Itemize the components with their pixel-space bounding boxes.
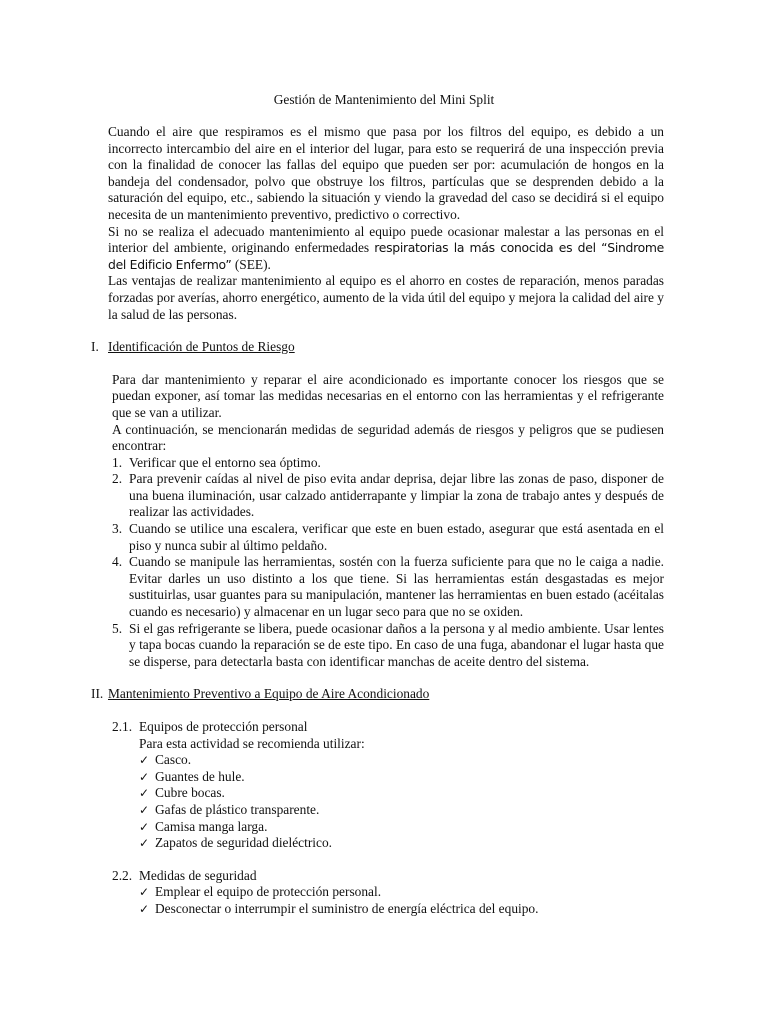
step-text: Si el gas refrigerante se libera, puede ocasionar daños a la persona y al medio ambiente. Usar lentes y tapa bocas cuando la reparación se de este tipo. En caso de una fuga, abandonar el lugar hasta que se disperse, para detectarla basta con identificar manchas de aceite dentro del sistema. — [129, 620, 664, 669]
step-number: 5. — [112, 620, 123, 636]
list-item — [139, 752, 664, 769]
checkmark-icon: ✓ — [139, 786, 150, 801]
section-1-heading: Identificación de Puntos de Riesgo — [108, 339, 295, 355]
item-text: Desconectar o interrumpir el suministro de energía eléctrica del equipo. — [155, 900, 539, 916]
item-text: Cubre bocas. — [155, 785, 225, 801]
section-1-paragraph-1: Para dar mantenimiento y reparar el aire acondicionado es importante conocer los riesgos que se puedan exponer, así tomar las medidas necesarias en el entorno con las herramientas y el refrigerante que se van a utilizar. — [112, 371, 664, 420]
subsection-safety-measures — [112, 868, 664, 918]
intro-p2-end: (SEE). — [231, 256, 271, 272]
section-1-number: I. — [91, 339, 99, 355]
section-2-number: II. — [91, 686, 104, 702]
checkmark-icon: ✓ — [139, 885, 150, 900]
intro-p2-start: Si no se realiza el adecuado mantenimiento al equipo puede ocasionar malestar a las personas en el interior del ambiente, originando enfermedades — [108, 223, 664, 256]
subsection-protection-equipment — [112, 719, 664, 852]
checkmark-icon: ✓ — [139, 819, 150, 834]
section-risk-points — [91, 339, 664, 670]
subsection-2-1-heading: Equipos de protección personal — [139, 719, 308, 734]
item-text: Camisa manga larga. — [155, 818, 268, 834]
protection-equipment-list — [139, 752, 664, 852]
intro-paragraph-1: Cuando el aire que respiramos es el mismo que pasa por los filtros del equipo, es debido a un incorrecto intercambio del aire en el interior del lugar, para esto se requerirá de una inspección previa con la finalidad de conocer las fallas del equipo que pueden ser por: acumulación de hongos en la bandeja del condensador, polvo que obstruye los filtros, partículas que se desprenden debido a la saturación del equipo, etc., sabiendo la situación y viendo la gravedad del caso se decidirá si el equipo necesita de un mantenimiento preventivo, predictivo o correctivo. — [108, 124, 664, 222]
list-item — [112, 621, 664, 671]
document-body — [91, 124, 664, 918]
step-text: Cuando se manipule las herramientas, sostén con la fuerza suficiente para que no le caiga a nadie. Evitar darles un uso distinto a los que tiene. Si las herramientas están desgastadas es mejor sustituirlas, usar guantes para su manipulación, mantener las herramientas en buen estado (acéitalas cuando es necesario) y almacenar en un lugar seco para que no se oxiden. — [129, 554, 664, 620]
subsection-2-2-number: 2.2. — [112, 867, 133, 883]
checkmark-icon: ✓ — [139, 836, 150, 851]
section-1-paragraph-2: A continuación, se mencionarán medidas de seguridad además de riesgos y peligros que se pudiesen encontrar: — [112, 421, 664, 454]
safety-measures-list — [139, 884, 664, 917]
list-item — [139, 835, 664, 852]
intro-p2-mixed-font: respiratorias la más conocida es del “Sindrome del Edificio Enfermo” — [108, 240, 664, 272]
step-number: 1. — [112, 454, 123, 470]
step-text: Verificar que el entorno sea óptimo. — [129, 454, 321, 470]
checkmark-icon: ✓ — [139, 901, 150, 916]
list-item — [112, 554, 664, 620]
list-item — [112, 471, 664, 521]
section-1-body — [108, 372, 664, 671]
list-item — [139, 802, 664, 819]
document-title: Gestión de Mantenimiento del Mini Split — [273, 92, 495, 107]
list-item — [139, 785, 664, 802]
subsection-2-1-intro: Para esta actividad se recomienda utilizar: — [139, 735, 365, 751]
step-text: Cuando se utilice una escalera, verificar que este en buen estado, asegurar que está asentada en el piso y nunca subir al último peldaño. — [129, 521, 664, 553]
list-item — [139, 769, 664, 786]
intro-paragraph-2 — [108, 224, 664, 274]
checkmark-icon: ✓ — [139, 769, 150, 784]
intro-paragraph-3: Las ventajas de realizar mantenimiento al equipo es el ahorro en costes de reparación, menos paradas forzadas por averías, ahorro energético, aumento de la vida útil del equipo y mejora la calidad del aire y la salud de las personas. — [108, 273, 664, 322]
list-item — [112, 521, 664, 554]
step-number: 3. — [112, 521, 123, 537]
checkmark-icon: ✓ — [139, 753, 150, 768]
list-item — [112, 455, 664, 472]
subsection-2-2-heading: Medidas de seguridad — [139, 867, 257, 883]
section-preventive-maintenance — [91, 686, 664, 917]
step-number: 2. — [112, 471, 123, 487]
checkmark-icon: ✓ — [139, 802, 150, 817]
item-text: Emplear el equipo de protección personal. — [155, 884, 382, 900]
risk-steps-list — [112, 455, 664, 671]
item-text: Guantes de hule. — [155, 768, 245, 784]
item-text: Gafas de plástico transparente. — [155, 801, 320, 817]
section-2-heading: Mantenimiento Preventivo a Equipo de Aire Acondicionado — [108, 686, 430, 702]
item-text: Zapatos de seguridad dieléctrico. — [155, 835, 332, 851]
subsection-2-1-number: 2.1. — [112, 719, 133, 734]
list-item — [139, 884, 664, 901]
item-text: Casco. — [155, 752, 192, 768]
step-text: Para prevenir caídas al nivel de piso evita andar deprisa, dejar libre las zonas de paso, disponer de una buena iluminación, usar calzado antiderrapante y limpiar la zona de trabajo antes y después de realizar las actividades. — [129, 471, 664, 520]
list-item — [139, 901, 664, 918]
step-number: 4. — [112, 554, 123, 570]
list-item — [139, 819, 664, 836]
